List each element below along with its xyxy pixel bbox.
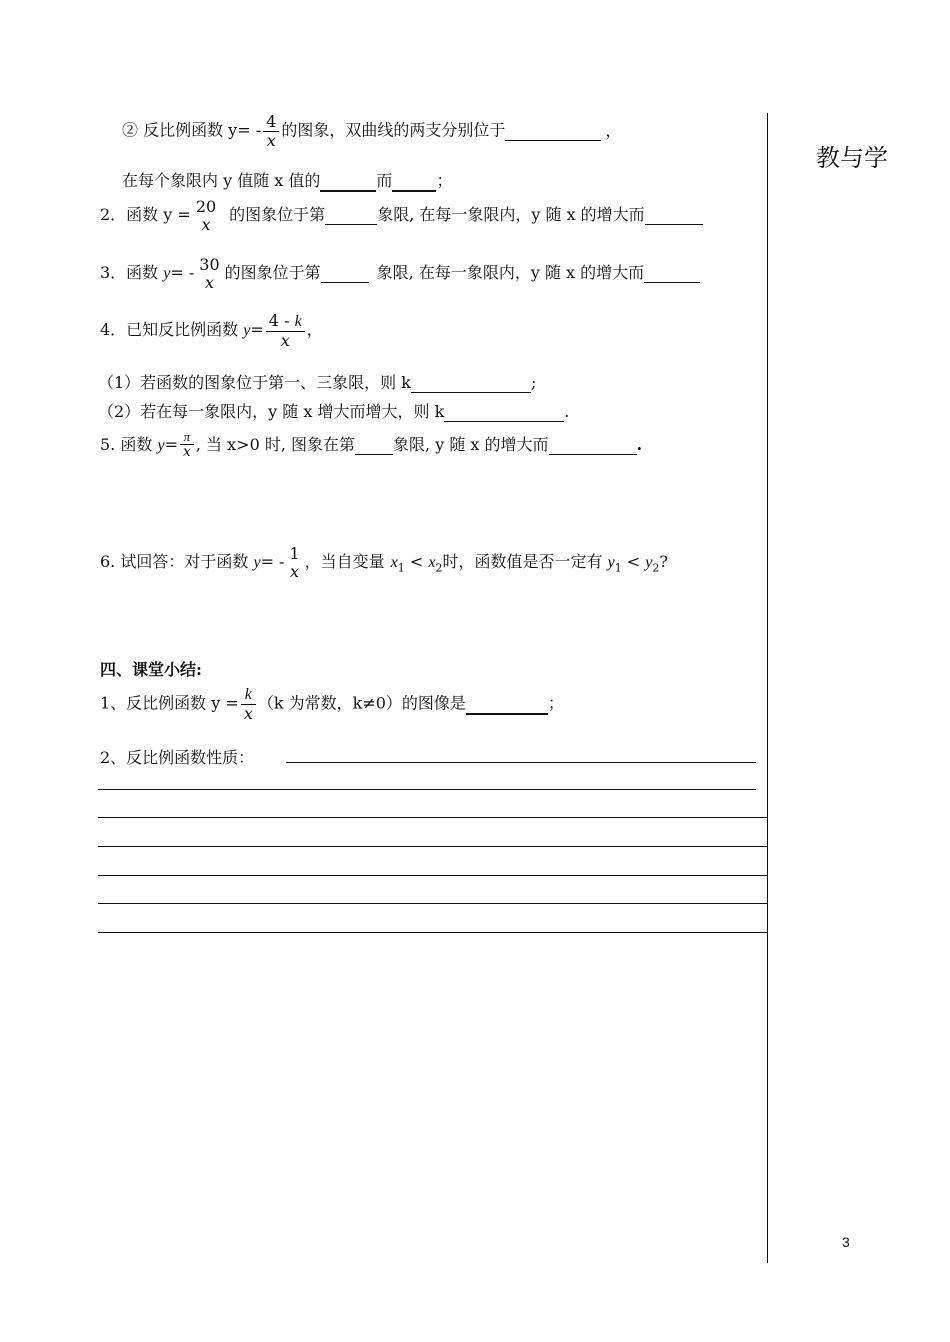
p1-fraction (263, 113, 279, 149)
p5-text-a: 5. 函数 (100, 434, 153, 454)
item-3 (100, 256, 700, 291)
answer-line-7 (98, 932, 768, 933)
item-5 (100, 430, 642, 461)
p3-blank-1 (321, 263, 369, 283)
item-6 (100, 545, 668, 580)
p6-numerator: 1 (289, 544, 300, 563)
p3-text-b: 的图象位于第 (224, 263, 321, 283)
p1-line2-b: 而 (376, 171, 393, 190)
p6-lt1: < (409, 552, 424, 572)
summary-1-fraction (241, 686, 256, 722)
p4-denominator: x (266, 331, 305, 350)
p2-text-c: 象限, 在每一象限内，y 随 x 的增大而 (377, 205, 645, 225)
p6-text-d: ? (659, 552, 668, 572)
p2-numerator: 20 (195, 197, 217, 216)
p4-numerator (266, 312, 305, 331)
p2-denominator: x (201, 214, 211, 234)
p6-x2: x (428, 554, 436, 572)
p3-denominator: x (204, 272, 214, 292)
right-margin-divider (767, 113, 768, 1263)
answer-line-6 (98, 903, 768, 904)
item-4-sub1 (98, 370, 536, 393)
p5-blank-2 (549, 435, 637, 455)
summary-1-denominator: x (241, 704, 256, 723)
p5-blank-1 (355, 435, 393, 455)
p2-fraction (193, 198, 219, 233)
answer-line-1 (286, 762, 756, 763)
summary-item-1 (100, 686, 564, 722)
summary-1-text-c: ； (547, 693, 564, 713)
p5-denominator: x (180, 444, 194, 460)
p1-blank-3 (392, 171, 436, 192)
item-2 (100, 198, 703, 233)
p1-blank-1 (505, 121, 601, 141)
p4-num-k: k (294, 313, 302, 330)
summary-heading: 四、课堂小结: (100, 660, 202, 679)
p6-x2-sub: 2 (435, 561, 443, 575)
summary-item-2 (100, 745, 254, 768)
p5-text-b: , 当 x>0 时, 图象在第 (195, 434, 356, 454)
p4-sub2-text: （2）若在每一象限内，y 随 x 增大而增大，则 k (98, 402, 445, 421)
p4-var-y: y (243, 322, 251, 340)
p4-eq: = (250, 320, 264, 340)
answer-line-2 (98, 789, 756, 790)
p4-sub1-end: ; (530, 373, 537, 392)
p6-text-c: 时，函数值是否一定有 (442, 552, 603, 572)
p1-line2-c: ； (436, 171, 453, 190)
p4-fraction (266, 312, 305, 349)
p4-sub2-blank (444, 402, 564, 422)
p6-text-a: 6. 试回答：对于函数 (100, 552, 249, 572)
p5-numerator: π (183, 429, 191, 444)
p6-eq: = - (260, 552, 285, 572)
p2-blank-2 (645, 205, 703, 225)
p3-text-a: 3．函数 (100, 263, 159, 283)
p2-text-b: 的图象位于第 (229, 205, 326, 225)
item-p1-line1 (122, 113, 621, 149)
p4-num-text: 4 - (268, 311, 290, 330)
p6-lt2: < (626, 552, 641, 572)
p3-var-y: y (163, 265, 171, 283)
item-4-sub2 (98, 399, 569, 422)
side-title: 教与学 (816, 144, 888, 172)
answer-line-4 (98, 846, 768, 847)
summary-1-text-b: （k 为常数，k≠0）的图像是 (257, 693, 466, 713)
p3-numerator: 30 (199, 255, 220, 274)
answer-line-3 (98, 817, 768, 818)
p6-y1-sub: 1 (614, 561, 622, 575)
item-4 (100, 312, 323, 349)
p5-fraction (180, 430, 194, 461)
answer-line-5 (98, 875, 768, 876)
p5-eq: = (164, 434, 178, 454)
p5-var-y: y (157, 436, 165, 454)
p1-line2-a: 在每个象限内 y 值随 x 值的 (122, 171, 321, 190)
p4-sub2-end: . (564, 402, 570, 421)
p4-text-b: ， (306, 320, 323, 340)
p3-fraction (196, 256, 222, 291)
p1-text-b: 的图象，双曲线的两支分别位于 (281, 120, 506, 140)
p1-numerator: 4 (266, 112, 277, 131)
p4-sub1-text: （1）若函数的图象位于第一、三象限，则 k (98, 373, 411, 392)
p6-denominator: x (290, 561, 300, 581)
p6-text-b: ，当自变量 (304, 552, 385, 572)
p6-y2-sub: 2 (652, 561, 660, 575)
p3-blank-2 (644, 263, 700, 283)
p6-var-y: y (253, 554, 261, 572)
p6-fraction (286, 545, 302, 580)
p6-y2: y (645, 554, 653, 572)
page-number: 3 (842, 1234, 850, 1250)
p5-text-d: . (636, 434, 643, 454)
summary-1-blank (466, 694, 548, 715)
p4-text-a: 4．已知反比例函数 (100, 320, 239, 340)
summary-2-text: 2、反比例函数性质： (100, 748, 255, 767)
item-p1-line2 (122, 168, 452, 192)
p3-eq: = - (170, 263, 195, 283)
p6-x1-sub: 1 (397, 561, 405, 575)
p4-sub1-blank (411, 373, 531, 393)
p6-x1: x (390, 554, 398, 572)
summary-1-numerator: k (244, 686, 252, 703)
summary-1-text-a: 1、反比例函数 y = (100, 693, 239, 713)
p5-text-c: 象限, y 随 x 的增大而 (393, 434, 549, 454)
p2-blank-1 (325, 205, 377, 225)
p1-blank-2 (320, 171, 376, 192)
p2-text-a: 2．函数 y = (100, 205, 191, 225)
p1-denominator: x (263, 131, 279, 150)
p6-y1: y (607, 554, 615, 572)
p1-text-c: ， (605, 120, 622, 140)
p3-text-c: 象限, 在每一象限内，y 随 x 的增大而 (376, 263, 645, 283)
p1-text-a: ② 反比例函数 y= - (122, 120, 262, 140)
